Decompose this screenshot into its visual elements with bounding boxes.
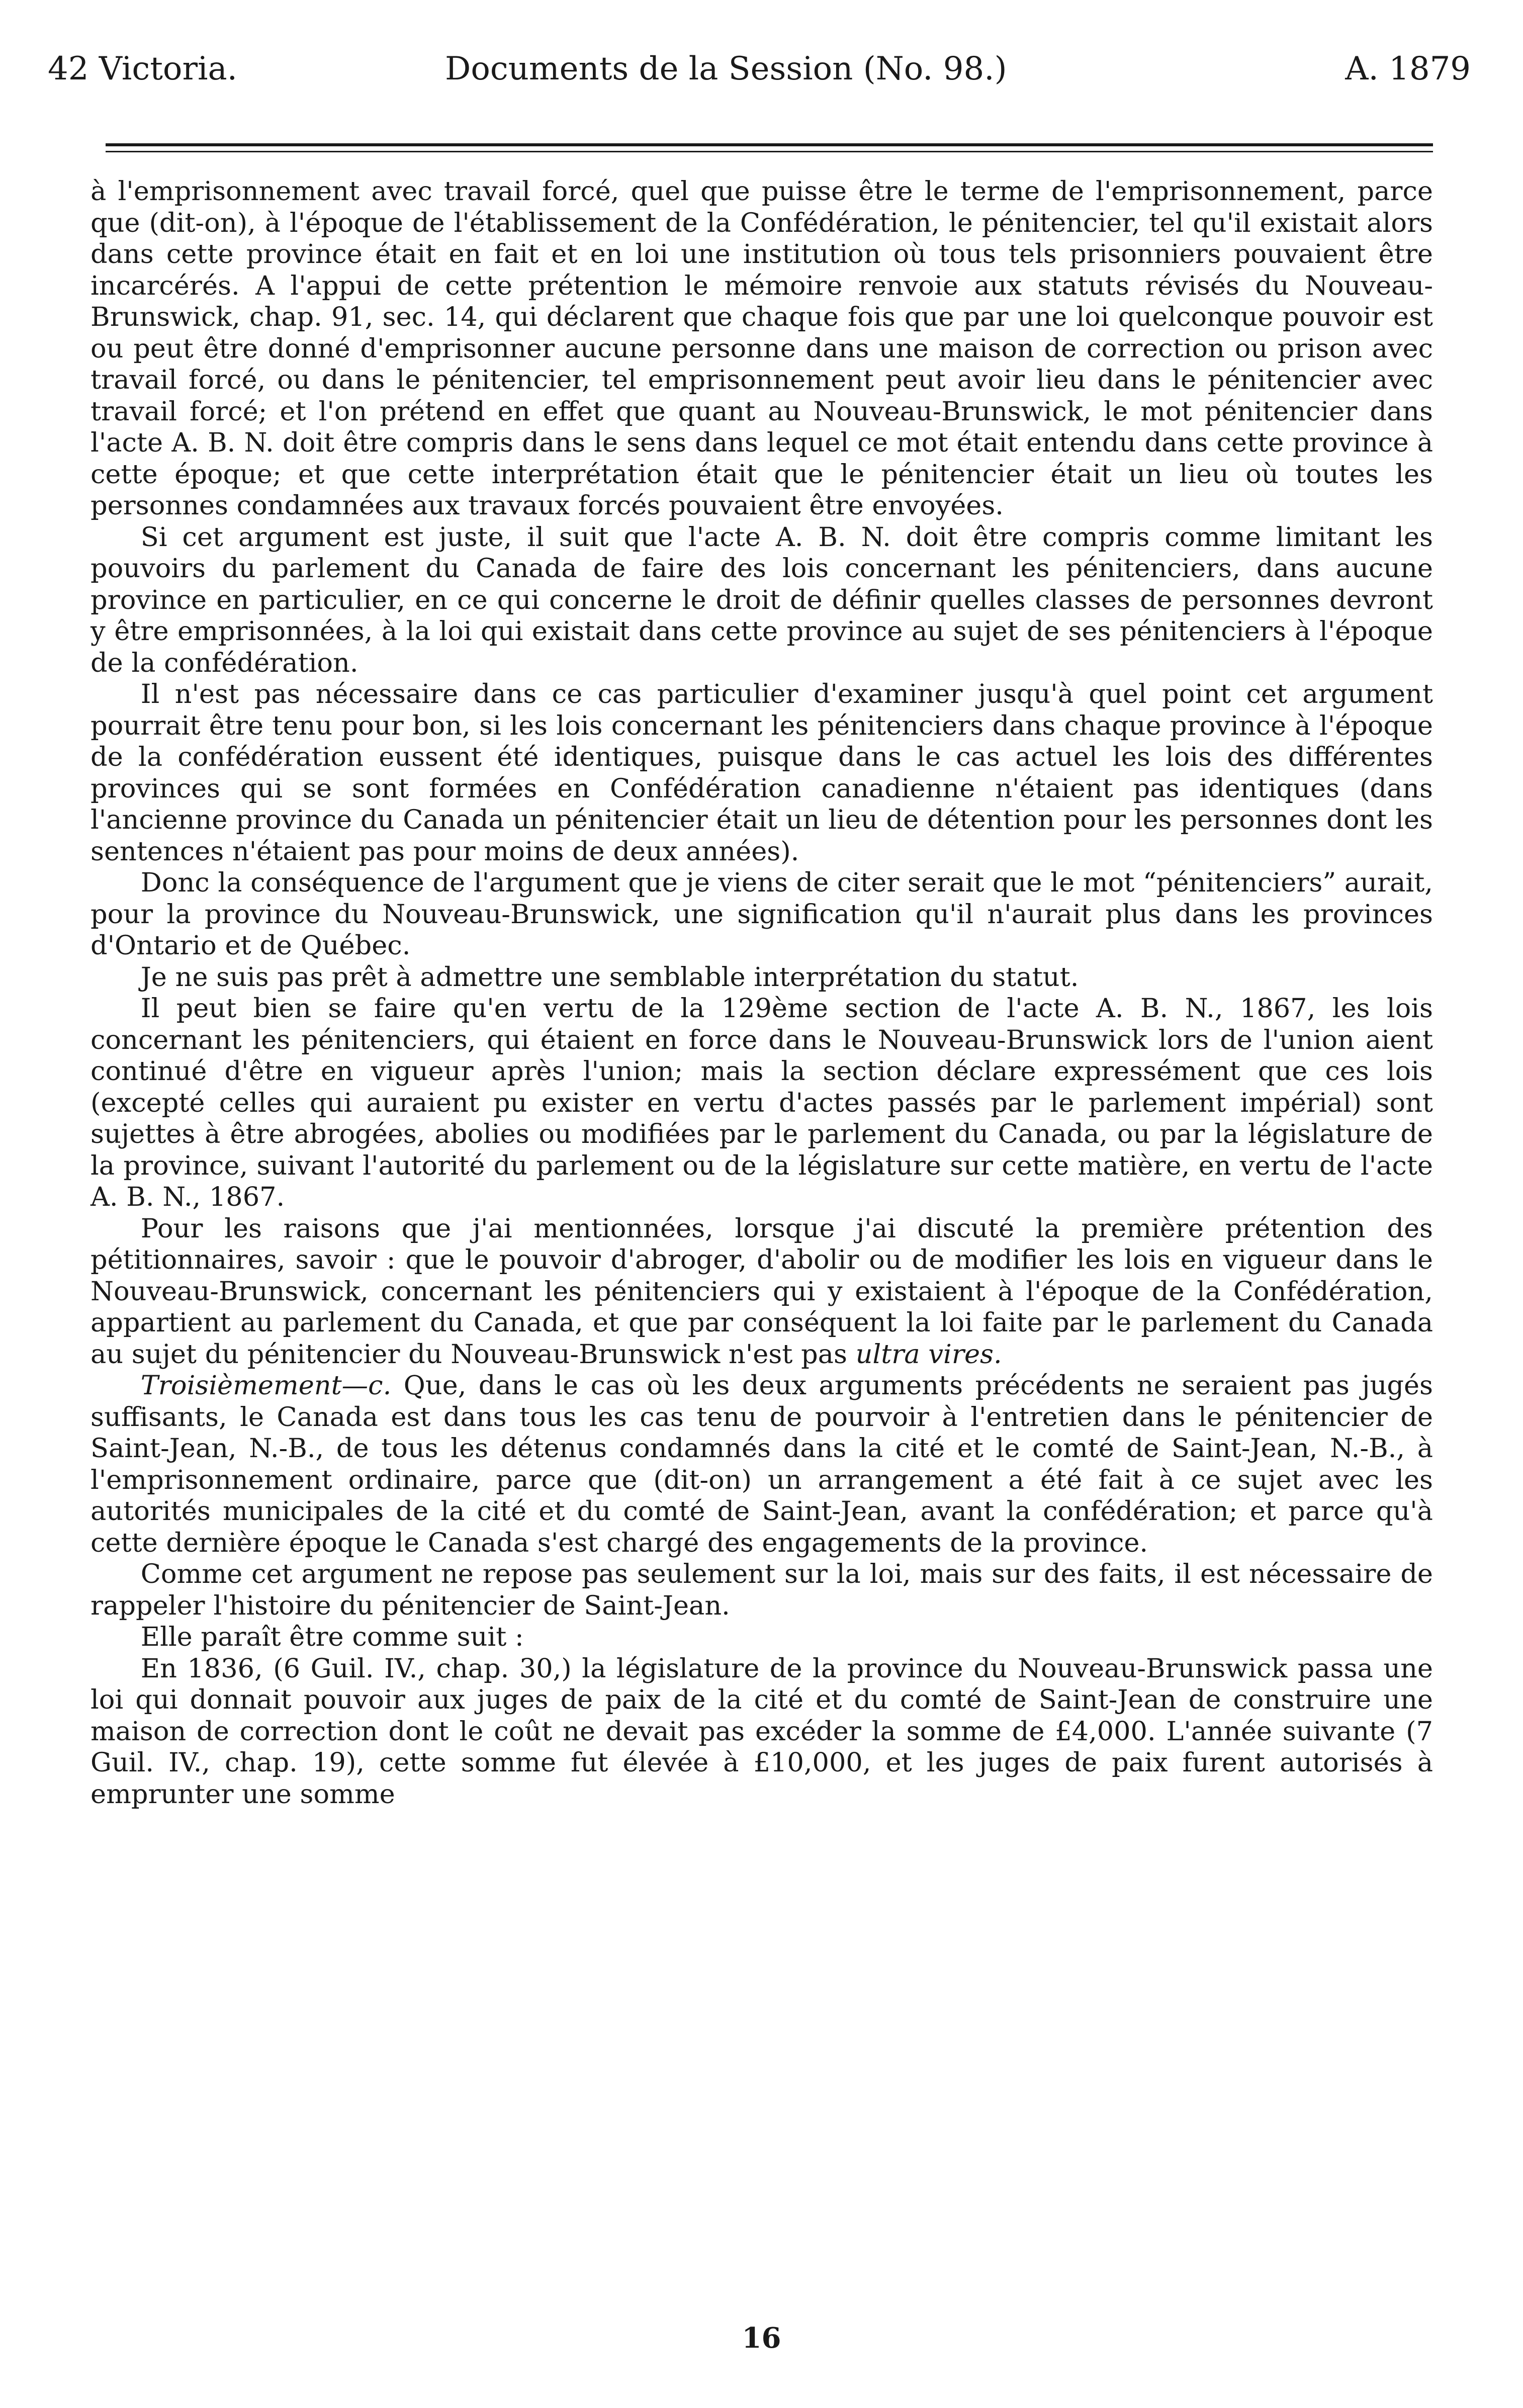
body-text	[91, 176, 1433, 1810]
running-header	[48, 46, 1471, 92]
paragraph: Si cet argument est juste, il suit que l'acte A. B. N. doit être compris comme limitant les pouvoirs du parlement du Canada de faire des lois concernant les pénitenciers, dans aucune province en particulier, en ce qui concerne le droit de définir quelles classes de personnes devront y être emprisonnées, à la loi qui existait dans cette province au sujet de ses pénitenciers à l'époque de la confédération.	[91, 521, 1433, 678]
paragraph: Il peut bien se faire qu'en vertu de la 129ème section de l'acte A. B. N., 1867, les lois concernant les pénitenciers, qui étaient en force dans le Nouveau-Brunswick lors de l'union aient continué d'être en vigueur après l'union; mais la section déclare expressément que ces lois (excepté celles qui auraient pu exister en vertu d'actes passés par le parlement impérial) sont sujettes à être abrogées, abolies ou modifiées par le parlement du Canada, ou par la législature de la province, suivant l'autorité du parlement ou de la législature sur cette matière, en vertu de l'acte A. B. N., 1867.	[91, 993, 1433, 1212]
header-document-title: Documents de la Session (No. 98.)	[445, 50, 1007, 87]
paragraph: à l'emprisonnement avec travail forcé, quel que puisse être le terme de l'emprisonnement, parce que (dit-on), à l'époque de l'établissement de la Confédération, le pénitencier, tel qu'il existait alors dans cette province était en fait et en loi une institution où tous tels prisonniers pouvaient être incarcérés. A l'appui de cette prétention le mémoire renvoie aux statuts révisés du Nouveau-Brunswick, chap. 91, sec. 14, qui déclarent que chaque fois que par une loi quelconque pouvoir est ou peut être donné d'emprisonner aucune personne dans une maison de correction ou prison avec travail forcé, ou dans le pénitencier, tel emprisonnement peut avoir lieu dans le pénitencier avec travail forcé; et l'on prétend en effet que quant au Nouveau-Brunswick, le mot pénitencier dans l'acte A. B. N. doit être compris dans le sens dans lequel ce mot était entendu dans cette province à cette époque; et que cette interprétation était que le pénitencier était un lieu où toutes les personnes condamnées aux travaux forcés pouvaient être envoyées.	[91, 176, 1433, 521]
paragraph	[91, 1213, 1433, 1371]
paragraph: Elle paraît être comme suit :	[140, 1622, 524, 1652]
paragraph-text: Pour les raisons que j'ai mentionnées, lorsque j'ai discuté la première prétention des pétitionnaires, savoir : que le pouvoir d'abroger, d'abolir ou de modifier les lois en vigueur dans le Nouveau-Brunswick, concernant les pénitenciers qui y existaient à l'époque de la Confédération, appartient au parlement du Canada, et que par conséquent la loi faite par le parlement du Canada au sujet du pénitencier du Nouveau-Brunswick n'est pas	[91, 1213, 1433, 1370]
italic-heading: Troisièmement—c.	[140, 1370, 392, 1401]
page-number: 16	[742, 2322, 781, 2355]
paragraph: En 1836, (6 Guil. IV., chap. 30,) la législature de la province du Nouveau-Brunswick passa une loi qui donnait pouvoir aux juges de paix de la cité et du comté de Saint-Jean de construire une maison de correction dont le coût ne devait pas excéder la somme de £4,000. L'année suivante (7 Guil. IV., chap. 19), cette somme fut élevée à £10,000, et les juges de paix furent autorisés à emprunter une somme	[91, 1653, 1433, 1810]
paragraph	[91, 1370, 1433, 1559]
paragraph: Je ne suis pas prêt à admettre une semblable interprétation du statut.	[140, 961, 1079, 993]
italic-term: ultra vires.	[855, 1339, 1002, 1370]
header-rule-thick	[106, 143, 1433, 146]
paragraph: Il n'est pas nécessaire dans ce cas particulier d'examiner jusqu'à quel point cet argument pourrait être tenu pour bon, si les lois concernant les pénitenciers dans chaque province à l'époque de la confédération eussent été identiques, puisque dans le cas actuel les lois des différentes provinces qui se sont formées en Confédération canadienne n'étaient pas identiques (dans l'ancienne province du Canada un pénitencier était un lieu de détention pour les personnes dont les sentences n'étaient pas pour moins de deux années).	[91, 679, 1433, 867]
header-year: A. 1879	[1345, 50, 1471, 87]
paragraph: Comme cet argument ne repose pas seulement sur la loi, mais sur des faits, il est nécessaire de rappeler l'histoire du pénitencier de Saint-Jean.	[91, 1559, 1433, 1621]
paragraph: Donc la conséquence de l'argument que je viens de citer serait que le mot “pénitenciers” aurait, pour la province du Nouveau-Brunswick, une signification qu'il n'aurait plus dans les provinces d'Ontario et de Québec.	[91, 867, 1433, 961]
header-session-year: 42 Victoria.	[48, 50, 237, 87]
header-rule-thin	[106, 151, 1433, 152]
paragraph-text: Que, dans le cas où les deux arguments précédents ne seraient pas jugés suffisants, le Canada est dans tous les cas tenu de pourvoir à l'entretien dans le pénitencier de Saint-Jean, N.-B., de tous les détenus condamnés dans la cité et le comté de Saint-Jean, N.-B., à l'emprisonnement ordinaire, parce que (dit-on) un arrangement a été fait à ce sujet avec les autorités municipales de la cité et du comté de Saint-Jean, avant la confédération; et parce qu'à cette dernière époque le Canada s'est chargé des engagements de la province.	[91, 1370, 1433, 1558]
